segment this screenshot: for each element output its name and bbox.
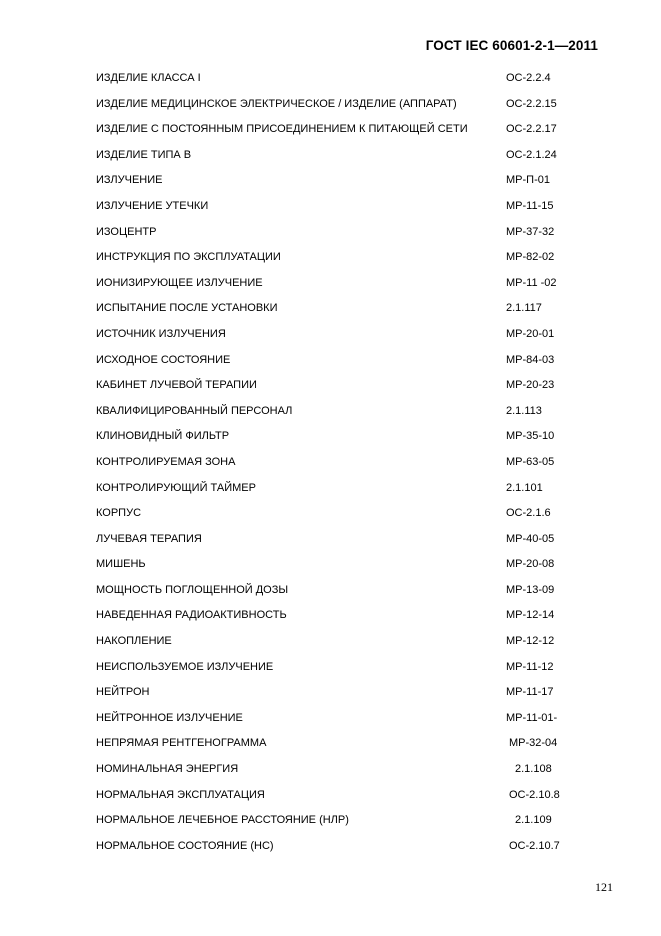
term-name: НАВЕДЕННАЯ РАДИОАКТИВНОСТЬ: [96, 609, 287, 622]
term-name: ИЗЛУЧЕНИЕ УТЕЧКИ: [96, 199, 209, 212]
term-row: [0, 348, 661, 374]
term-reference: МР-84-03: [506, 353, 555, 366]
term-reference: ОС-2.10.8: [509, 788, 560, 801]
term-reference: 2.1.108: [515, 763, 552, 776]
term-row: [0, 450, 661, 476]
term-row: [0, 66, 661, 92]
term-row: [0, 194, 661, 220]
term-name: НОРМАЛЬНАЯ ЭКСПЛУАТАЦИЯ: [96, 788, 265, 801]
term-reference: МР-П-01: [506, 174, 550, 187]
term-reference: МР-11-12: [506, 660, 554, 673]
term-reference: ОС-2.1.24: [506, 148, 557, 161]
term-reference: 2.1.109: [515, 814, 552, 827]
term-row: [0, 476, 661, 502]
term-row: [0, 399, 661, 425]
term-row: [0, 680, 661, 706]
term-reference: ОС-2.2.15: [506, 97, 557, 110]
term-name: МОЩНОСТЬ ПОГЛОЩЕННОЙ ДОЗЫ: [96, 583, 289, 596]
term-reference: МР-82-02: [506, 251, 555, 264]
term-row: [0, 168, 661, 194]
term-row: [0, 706, 661, 732]
term-reference: МР-12-14: [506, 609, 555, 622]
term-row: [0, 220, 661, 246]
term-row: [0, 731, 661, 757]
term-reference: МР-11-17: [506, 686, 554, 699]
term-reference: МР-32-04: [509, 737, 558, 750]
term-reference: ОС-2.2.4: [506, 72, 551, 84]
term-row: [0, 271, 661, 297]
term-name: ИЗДЕЛИЕ МЕДИЦИНСКОЕ ЭЛЕКТРИЧЕСКОЕ / ИЗДЕЛИЕ (АППАРАТ): [96, 97, 457, 110]
term-row: [0, 322, 661, 348]
term-name: КВАЛИФИЦИРОВАННЫЙ ПЕРСОНАЛ: [96, 404, 293, 417]
term-reference: ОС-2.10.7: [509, 839, 560, 852]
term-reference: МР-35-10: [506, 430, 555, 443]
term-name: ИСТОЧНИК ИЗЛУЧЕНИЯ: [96, 327, 226, 340]
page-number: 121: [595, 880, 613, 894]
term-reference: МР-11-01-: [506, 711, 558, 724]
term-row: [0, 296, 661, 322]
term-name: КОНТРОЛИРУЮЩИЙ ТАЙМЕР: [96, 481, 256, 494]
term-name: КЛИНОВИДНЫЙ ФИЛЬТР: [96, 430, 230, 443]
term-row: [0, 603, 661, 629]
term-name: ИНСТРУКЦИЯ ПО ЭКСПЛУАТАЦИИ: [96, 251, 281, 264]
term-row: [0, 143, 661, 169]
term-reference: 2.1.117: [506, 302, 542, 315]
term-row: [0, 578, 661, 604]
term-reference: МР-37-32: [506, 225, 555, 238]
term-name: ИЗДЕЛИЕ ТИПА B: [96, 148, 192, 161]
term-row: [0, 808, 661, 834]
term-row: [0, 373, 661, 399]
term-reference: МР-11 -02: [506, 276, 557, 289]
term-reference: 2.1.113: [506, 404, 542, 417]
term-row: [0, 424, 661, 450]
term-reference: ОС-2.2.17: [506, 123, 557, 136]
term-name: ЛУЧЕВАЯ ТЕРАПИЯ: [96, 532, 202, 545]
term-name: КОНТРОЛИРУЕМАЯ ЗОНА: [96, 455, 236, 468]
term-name: ИОНИЗИРУЮЩЕЕ ИЗЛУЧЕНИЕ: [96, 276, 263, 289]
term-row: [0, 117, 661, 143]
term-name: НАКОПЛЕНИЕ: [96, 635, 172, 648]
term-name: НОРМАЛЬНОЕ ЛЕЧЕБНОЕ РАССТОЯНИЕ (НЛР): [96, 814, 349, 827]
term-index-list: [0, 66, 661, 859]
term-row: [0, 245, 661, 271]
term-reference: МР-63-05: [506, 455, 555, 468]
term-name: НЕЙТРОН: [96, 686, 150, 699]
term-name: НЕЙТРОННОЕ ИЗЛУЧЕНИЕ: [96, 711, 243, 724]
term-row: [0, 629, 661, 655]
term-reference: 2.1.101: [506, 481, 543, 494]
term-row: [0, 757, 661, 783]
term-row: [0, 655, 661, 681]
term-name: КОРПУС: [96, 507, 142, 520]
term-name: НОМИНАЛЬНАЯ ЭНЕРГИЯ: [96, 763, 239, 776]
term-name: КАБИНЕТ ЛУЧЕВОЙ ТЕРАПИИ: [96, 379, 257, 392]
term-name: ИЗОЦЕНТР: [96, 225, 157, 238]
term-name: МИШЕНЬ: [96, 558, 146, 571]
term-name: ИЗЛУЧЕНИЕ: [96, 174, 163, 187]
term-row: [0, 552, 661, 578]
term-reference: МР-20-08: [506, 558, 555, 571]
term-name: ИЗДЕЛИЕ С ПОСТОЯННЫМ ПРИСОЕДИНЕНИЕМ К ПИТАЮЩЕЙ СЕТИ: [96, 123, 468, 136]
term-reference: МР-13-09: [506, 583, 555, 596]
term-name: НЕИСПОЛЬЗУЕМОЕ ИЗЛУЧЕНИЕ: [96, 660, 274, 673]
term-reference: МР-20-01: [506, 327, 555, 340]
term-row: [0, 501, 661, 527]
term-name: НОРМАЛЬНОЕ СОСТОЯНИЕ (НС): [96, 839, 274, 852]
term-reference: МР-12-12: [506, 635, 555, 648]
term-name: ИЗДЕЛИЕ КЛАССА I: [96, 72, 201, 84]
term-reference: МР-11-15: [506, 199, 554, 212]
term-reference: ОС-2.1.6: [506, 507, 551, 520]
page-header-standard-code: ГОСТ IEC 60601-2-1—2011: [425, 38, 598, 53]
term-row: [0, 783, 661, 809]
term-reference: МР-40-05: [506, 532, 555, 545]
term-reference: МР-20-23: [506, 379, 555, 392]
term-row: [0, 92, 661, 118]
term-name: ИСПЫТАНИЕ ПОСЛЕ УСТАНОВКИ: [96, 302, 278, 315]
term-name: НЕПРЯМАЯ РЕНТГЕНОГРАММА: [96, 737, 267, 750]
term-row: [0, 834, 661, 860]
term-name: ИСХОДНОЕ СОСТОЯНИЕ: [96, 353, 231, 366]
term-row: [0, 527, 661, 553]
